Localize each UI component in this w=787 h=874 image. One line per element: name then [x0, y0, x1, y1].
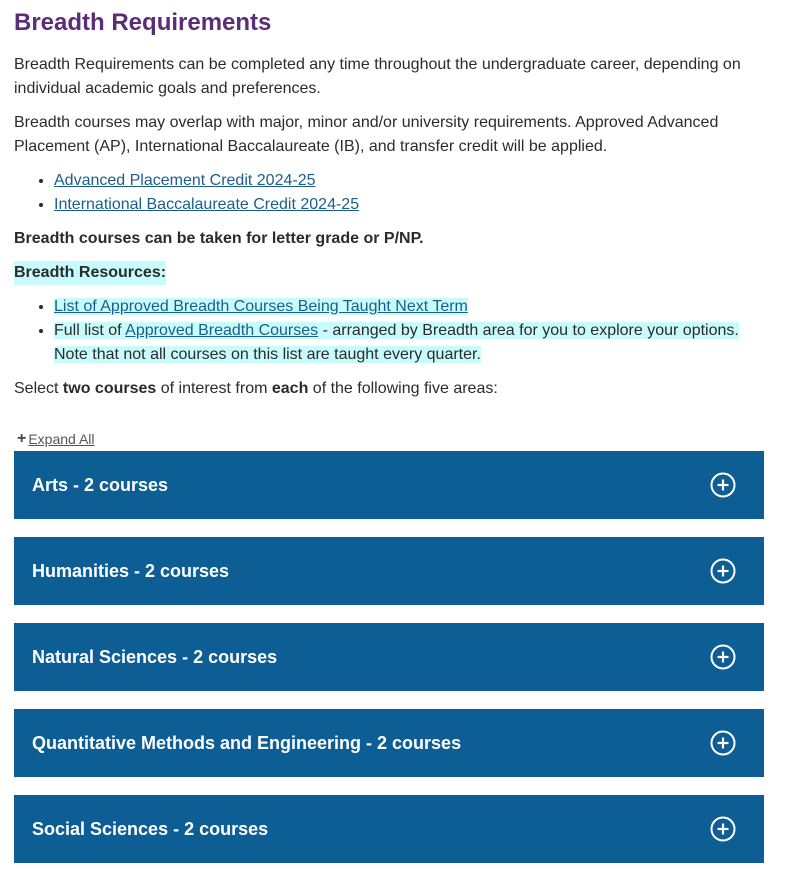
credit-links-list	[14, 169, 773, 217]
accordion-title: Natural Sciences - 2 courses	[32, 646, 278, 667]
ap-credit-link[interactable]: Advanced Placement Credit 2024-25	[54, 172, 316, 189]
list-item	[54, 193, 773, 217]
accordion-title: Arts - 2 courses	[32, 474, 169, 495]
page-title: Breadth Requirements	[14, 9, 272, 36]
accordion-title: Social Sciences - 2 courses	[32, 818, 269, 839]
intro-paragraph-2: Breadth courses may overlap with major, minor and/or university requirements. Approved Advanced Placement (AP), International Baccalaureate (IB), and transfer credit will be applied.	[14, 114, 719, 155]
accordion-item-arts[interactable]	[14, 451, 764, 519]
accordion-item-quantitative-methods[interactable]	[14, 709, 764, 777]
accordion-title: Humanities - 2 courses	[32, 560, 230, 581]
ib-credit-link[interactable]: International Baccalaureate Credit 2024-25	[54, 196, 360, 213]
list-item	[54, 319, 773, 367]
select-instructions: Select two courses of interest from each of the following five areas:	[14, 380, 498, 397]
grading-note: Breadth courses can be taken for letter grade or P/NP.	[14, 230, 424, 247]
intro-paragraph-1: Breadth Requirements can be completed any time throughout the undergraduate career, depending on individual academic goals and preferences.	[14, 56, 741, 97]
plus-icon: +	[17, 430, 27, 447]
breadth-areas-accordion	[14, 451, 764, 863]
accordion-title: Quantitative Methods and Engineering - 2 courses	[32, 732, 462, 753]
expand-all-label: Expand All	[28, 431, 95, 447]
plus-circle-icon	[710, 644, 736, 670]
plus-circle-icon	[710, 558, 736, 584]
expand-all-button[interactable]	[17, 430, 95, 448]
approved-courses-next-term-link[interactable]: List of Approved Breadth Courses Being Taught Next Term	[54, 298, 468, 315]
plus-circle-icon	[710, 816, 736, 842]
accordion-item-natural-sciences[interactable]	[14, 623, 764, 691]
plus-circle-icon	[710, 730, 736, 756]
resources-list	[14, 295, 773, 367]
approved-breadth-courses-link[interactable]: Approved Breadth Courses	[125, 322, 319, 339]
resources-item-prefix: Full list of	[54, 322, 126, 339]
list-item	[54, 295, 773, 319]
list-item	[54, 169, 773, 193]
accordion-item-humanities[interactable]	[14, 537, 764, 605]
accordion-item-social-sciences[interactable]	[14, 795, 764, 863]
resources-heading	[14, 261, 773, 285]
plus-circle-icon	[710, 472, 736, 498]
resources-item-suffix: - arranged by Breadth area for you to explore your options. Note that not all courses on this list are taught every quarter.	[54, 322, 739, 363]
resources-label: Breadth Resources:	[14, 261, 166, 285]
